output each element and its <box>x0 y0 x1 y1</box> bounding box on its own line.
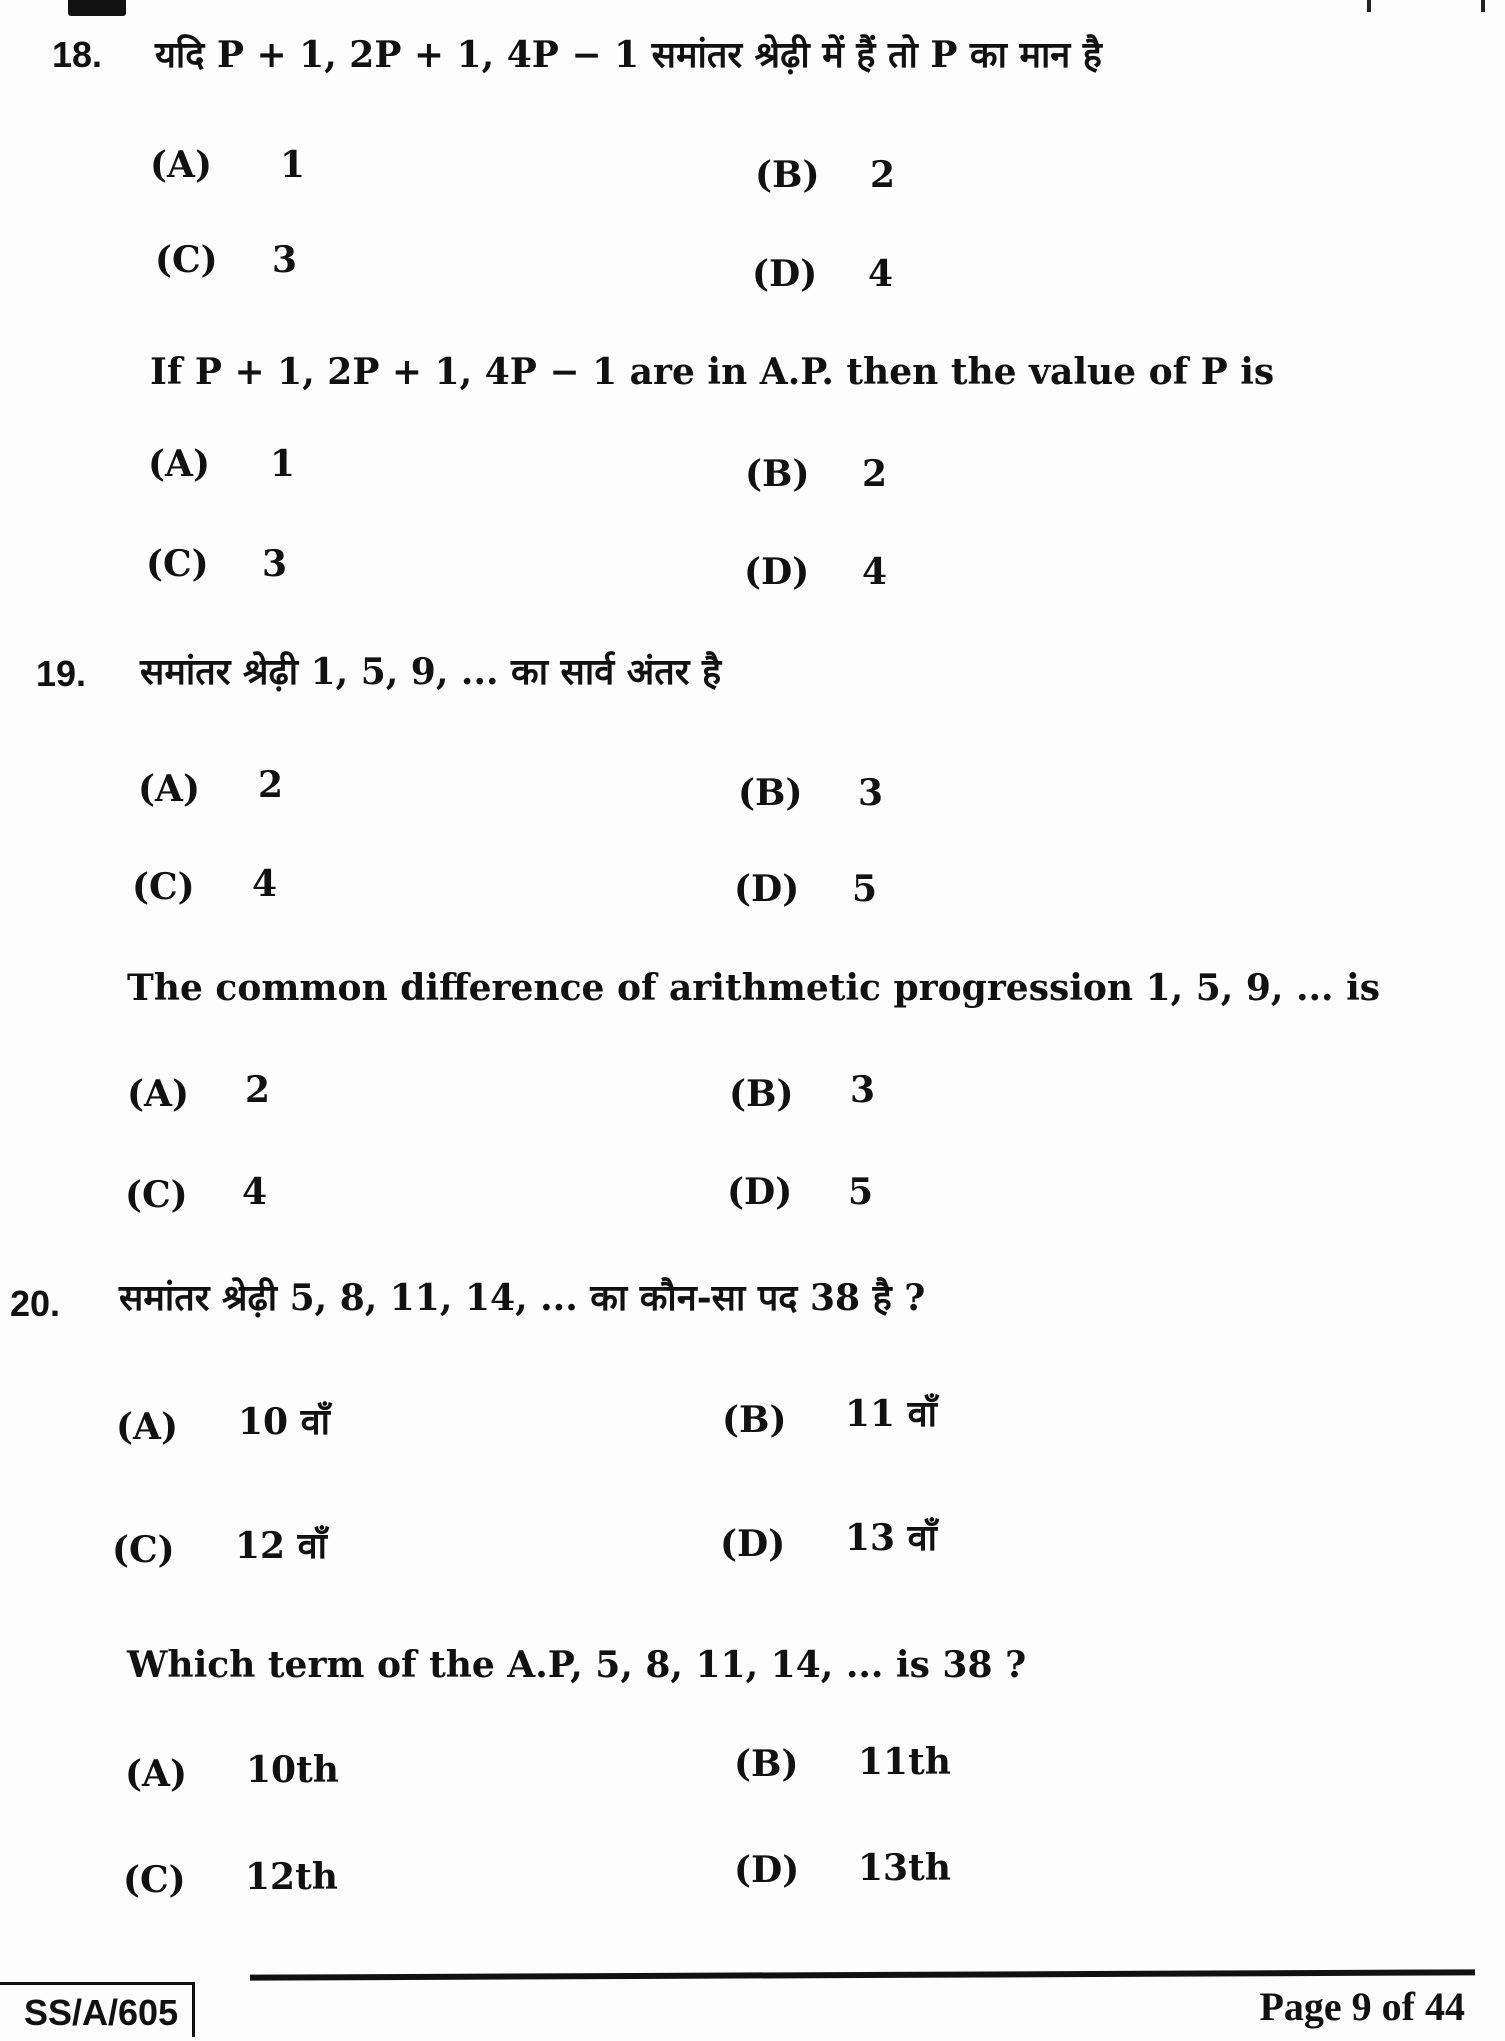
option-value: 2 <box>870 154 896 196</box>
option-value: 4 <box>252 863 278 905</box>
option-label: (B) <box>745 453 810 495</box>
question-hindi: समांतर श्रेढ़ी 1, 5, 9, ... का सार्व अंतर है <box>140 651 722 693</box>
option-value: 5 <box>852 868 878 910</box>
option-label: (D) <box>734 1849 800 1891</box>
question-hindi: यदि P + 1, 2P + 1, 4P − 1 समांतर श्रेढ़ी में हैं तो P का मान है <box>155 34 1102 76</box>
option-label: (C) <box>112 1529 175 1571</box>
option-value: 1 <box>280 144 306 186</box>
option-label: (B) <box>722 1399 787 1441</box>
option-value: 3 <box>262 543 288 585</box>
option-value: 13th <box>858 1847 951 1889</box>
question-number: 19. <box>36 653 87 694</box>
option-value: 5 <box>848 1171 874 1213</box>
option-label: (C) <box>132 866 195 908</box>
option-label: (B) <box>755 154 820 196</box>
question-number: 18. <box>52 34 103 75</box>
option-value: 3 <box>850 1069 876 1111</box>
option-value: 2 <box>245 1069 271 1111</box>
option-label: (B) <box>734 1743 799 1785</box>
footer-rule <box>250 1969 1475 1980</box>
option-label: (D) <box>720 1523 786 1565</box>
option-value: 4 <box>862 551 888 593</box>
option-value: 11 वाँ <box>845 1393 937 1435</box>
option-value: 2 <box>862 453 888 495</box>
option-label: (A) <box>125 1753 187 1795</box>
scan-mark <box>68 0 126 16</box>
option-label: (D) <box>752 253 818 295</box>
option-value: 10 वाँ <box>238 1401 330 1443</box>
option-label: (D) <box>734 868 800 910</box>
option-value: 1 <box>270 443 296 485</box>
option-label: (B) <box>738 772 803 814</box>
page-number: Page 9 of 44 <box>1259 1984 1465 2029</box>
option-label: (D) <box>727 1171 793 1213</box>
option-label: (D) <box>744 551 810 593</box>
header-bracket <box>1367 0 1485 12</box>
option-label: (A) <box>127 1073 189 1115</box>
question-number: 20. <box>10 1283 61 1324</box>
option-label: (C) <box>155 239 218 281</box>
option-value: 13 वाँ <box>845 1517 937 1559</box>
question-english: If P + 1, 2P + 1, 4P − 1 are in A.P. then the value of P is <box>150 351 1275 393</box>
option-label: (B) <box>729 1073 794 1115</box>
option-value: 3 <box>858 772 884 814</box>
option-label: (C) <box>123 1859 186 1901</box>
option-value: 2 <box>258 764 284 806</box>
option-label: (A) <box>116 1406 178 1448</box>
option-value: 3 <box>272 239 298 281</box>
question-english: Which term of the A.P, 5, 8, 11, 14, ... is 38 ? <box>127 1644 1027 1686</box>
option-value: 10th <box>246 1749 339 1791</box>
option-value: 12 वाँ <box>235 1525 327 1567</box>
option-value: 12th <box>245 1856 338 1898</box>
option-label: (A) <box>138 768 200 810</box>
option-value: 4 <box>868 253 894 295</box>
option-value: 11th <box>858 1741 951 1783</box>
question-hindi: समांतर श्रेढ़ी 5, 8, 11, 14, ... का कौन-सा पद 38 है ? <box>119 1277 926 1319</box>
option-value: 4 <box>242 1171 268 1213</box>
option-label: (A) <box>150 144 212 186</box>
option-label: (A) <box>148 443 210 485</box>
paper-code: SS/A/605 <box>0 1982 195 2037</box>
question-english: The common difference of arithmetic progression 1, 5, 9, ... is <box>127 967 1381 1009</box>
option-label: (C) <box>125 1174 188 1216</box>
option-label: (C) <box>146 543 209 585</box>
